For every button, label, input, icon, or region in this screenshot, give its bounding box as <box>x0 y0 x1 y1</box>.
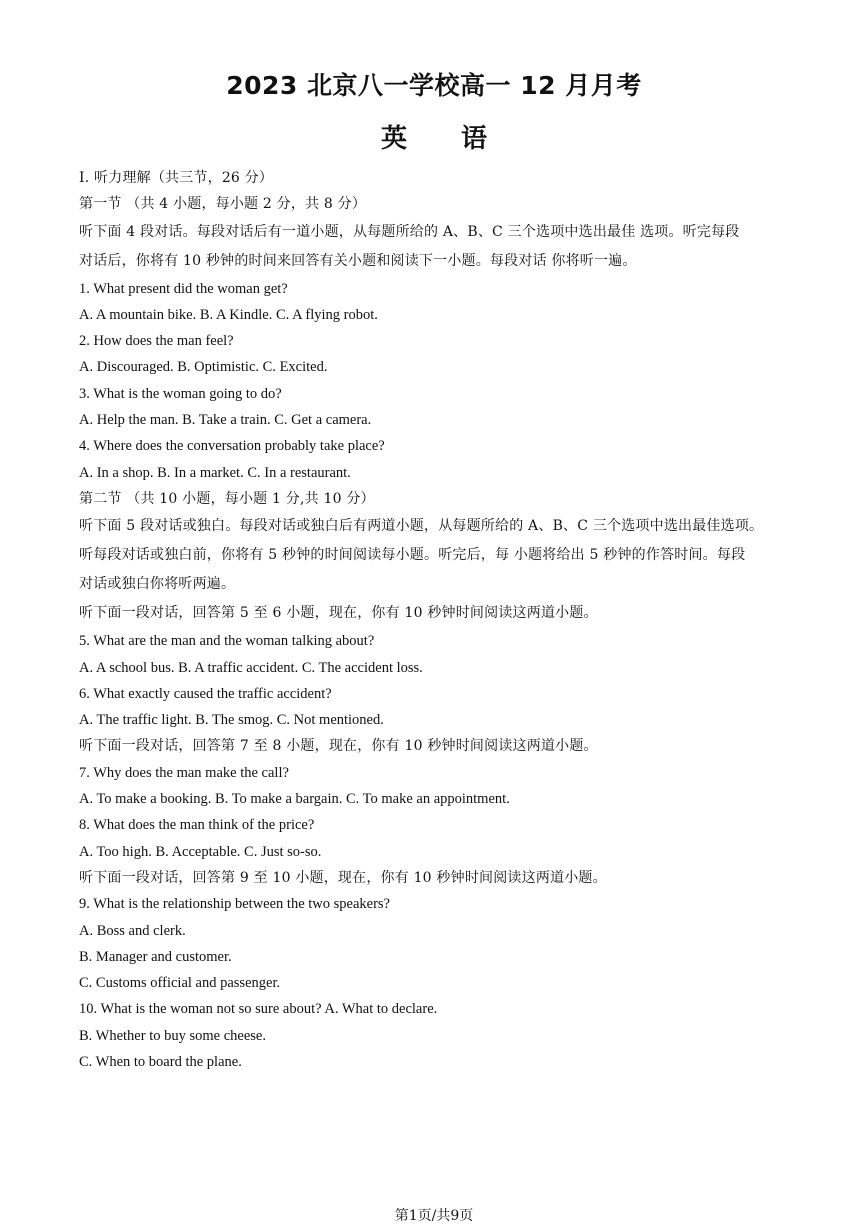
dialog-3-instruction: 听下面一段对话，回答第 9 至 10 小题，现在，你有 10 秒钟时间阅读这两道小题。 <box>79 869 607 886</box>
question-7: 7. Why does the man make the call? <box>79 764 289 781</box>
exam-content <box>79 165 819 1075</box>
part2-instruction-line-2: 听每段对话或独白前，你将有 5 秒钟的时间阅读每小题。听完后，每 小题将给出 5 秒钟的作答时间。每段 <box>79 547 746 564</box>
question-8: 8. What does the man think of the price? <box>79 817 315 834</box>
question-10-option-b: B. Whether to buy some cheese. <box>79 1027 266 1044</box>
question-3-options: A. Help the man. B. Take a train. C. Get a camera. <box>79 412 372 429</box>
question-9-option-b: B. Manager and customer. <box>79 948 232 965</box>
question-1-options: A. A mountain bike. B. A Kindle. C. A flying robot. <box>79 306 378 323</box>
subject-heading <box>0 118 868 155</box>
part2-instruction-line-1: 听下面 5 段对话或独白。每段对话或独白后有两道小题，从每题所给的 A、B、C 三个选项中选出最佳选项。 <box>79 518 764 535</box>
question-9-option-c: C. Customs official and passenger. <box>79 975 281 992</box>
question-6-options: A. The traffic light. B. The smog. C. Not mentioned. <box>79 712 384 729</box>
subject-char-2: 语 <box>461 124 488 154</box>
question-7-options: A. To make a booking. B. To make a bargain. C. To make an appointment. <box>79 791 510 808</box>
question-8-options: A. Too high. B. Acceptable. C. Just so-so. <box>79 843 322 860</box>
question-6: 6. What exactly caused the traffic accident? <box>79 685 332 702</box>
question-2: 2. How does the man feel? <box>79 333 234 350</box>
dialog-1-instruction: 听下面一段对话，回答第 5 至 6 小题，现在，你有 10 秒钟时间阅读这两道小题。 <box>79 605 598 622</box>
part2-heading: 第二节 （共 10 小题，每小题 1 分,共 10 分） <box>79 490 375 507</box>
document-title: 2023 北京八一学校高一 12 月月考 <box>226 71 642 100</box>
section-heading: I. 听力理解（共三节，26 分） <box>79 170 274 186</box>
part1-heading: 第一节 （共 4 小题，每小题 2 分，共 8 分） <box>79 196 367 213</box>
question-10: 10. What is the woman not so sure about? A. What to declare. <box>79 1001 438 1018</box>
question-5-options: A. A school bus. B. A traffic accident. C. The accident loss. <box>79 659 423 676</box>
question-10-option-c: C. When to board the plane. <box>79 1054 242 1071</box>
question-4: 4. Where does the conversation probably take place? <box>79 438 385 455</box>
part1-instruction-line-2: 对话后，你将有 10 秒钟的时间来回答有关小题和阅读下一小题。每段对话 你将听一遍。 <box>79 252 637 269</box>
question-5: 5. What are the man and the woman talking about? <box>79 633 375 650</box>
question-1: 1. What present did the woman get? <box>79 280 288 297</box>
question-4-options: A. In a shop. B. In a market. C. In a restaurant. <box>79 464 351 481</box>
part1-instruction-line-1: 听下面 4 段对话。每段对话后有一道小题，从每题所给的 A、B、C 三个选项中选出最佳 选项。听完每段 <box>79 223 740 240</box>
question-9-option-a: A. Boss and clerk. <box>79 922 186 939</box>
dialog-2-instruction: 听下面一段对话，回答第 7 至 8 小题，现在，你有 10 秒钟时间阅读这两道小题。 <box>79 738 598 755</box>
part2-instruction-line-3: 对话或独白你将听两遍。 <box>79 576 236 593</box>
question-9: 9. What is the relationship between the two speakers? <box>79 896 390 913</box>
page-indicator: 第1页/共9页 <box>394 1208 474 1224</box>
subject-char-1: 英 <box>380 124 407 154</box>
question-3: 3. What is the woman going to do? <box>79 385 282 402</box>
question-2-options: A. Discouraged. B. Optimistic. C. Excited. <box>79 359 328 376</box>
